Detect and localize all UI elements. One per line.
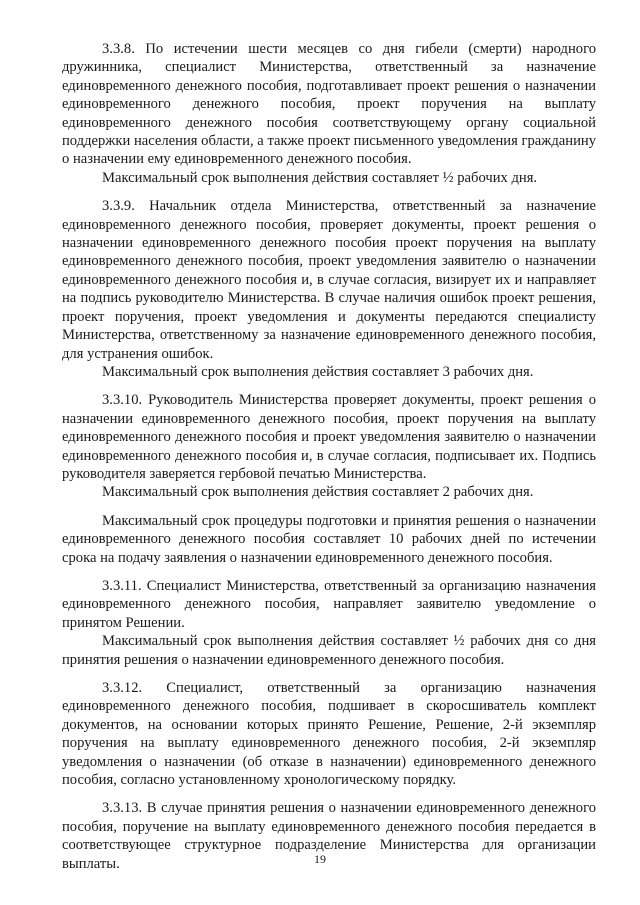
paragraph-deadline-3-3-9: Максимальный срок выполнения действия составляет 3 рабочих дня. xyxy=(102,363,534,380)
paragraph-deadline-3-3-11: Максимальный срок выполнения действия составляет ½ рабочих дня со дня принятия решения о назначении единовременного денежного пособия. xyxy=(62,633,596,668)
paragraph-3-3-10: 3.3.10. Руководитель Министерства проверяет документы, проект решения о назначении единовременного денежного пособия, проект поручения на выплату единовременного денежного пособия и проект уведомления заявителю о назначении единовременного денежного пособия и, в случае согласия, подписывает их. Подпись руководителя заверяется гербовой печатью Министерства. xyxy=(62,392,596,482)
document-page xyxy=(62,40,596,873)
paragraph-procedure-deadline: Максимальный срок процедуры подготовки и принятия решения о назначении единовременного денежного пособия составляет 10 рабочих дней по истечении срока на подачу заявления о назначении единовременного денежного пособия. xyxy=(62,512,596,566)
paragraph-3-3-12: 3.3.12. Специалист, ответственный за организацию назначения единовременного денежного пособия, подшивает в скоросшиватель комплект документов, на основании которых принято Решение, Решение, 2-й экземпляр поручения на выплату единовременного денежного пособия, 2-й экземпляр уведомления о назначении (об отказе в назначении) единовременного денежного пособия, согласно установленному хронологическому порядку. xyxy=(62,680,596,789)
paragraph-deadline-3-3-10: Максимальный срок выполнения действия составляет 2 рабочих дня. xyxy=(102,484,534,501)
paragraph-3-3-11: 3.3.11. Специалист Министерства, ответственный за организацию назначения единовременного денежного пособия, направляет заявителю уведомление о принятом Решении. xyxy=(62,577,596,631)
paragraph-deadline-3-3-8: Максимальный срок выполнения действия составляет ½ рабочих дня. xyxy=(102,169,538,186)
paragraph-3-3-9: 3.3.9. Начальник отдела Министерства, ответственный за назначение единовременного денежного пособия, проверяет документы, проект решения о назначении единовременного денежного пособия проект поручения на выплату единовременного денежного пособия, проект уведомления заявителю о назначении единовременного денежного пособия и, в случае согласия, визирует их и направляет на подпись руководителю Министерства. В случае наличия ошибок проект решения, проект поручения, проект уведомления и документы передаются специалисту Министерства, ответственному за назначение единовременного денежного пособия, для устранения ошибок. xyxy=(62,198,596,362)
paragraph-3-3-13: 3.3.13. В случае принятия решения о назначении единовременного денежного пособия, поручение на выплату единовременного денежного пособия передается в соответствующее структурное подразделение Министерства для организации выплаты. xyxy=(62,800,596,872)
page-number: 19 xyxy=(314,852,326,866)
paragraph-3-3-8: 3.3.8. По истечении шести месяцев со дня гибели (смерти) народного дружинника, специалист Министерства, ответственный за назначение единовременного денежного пособия, подготавливает проект решения о назначении единовременного денежного пособия, проект поручения на выплату единовременного денежного пособия соответствующему органу социальной поддержки населения области, а также проект письменного уведомления гражданину о назначении ему единовременного денежного пособия. xyxy=(62,41,596,168)
